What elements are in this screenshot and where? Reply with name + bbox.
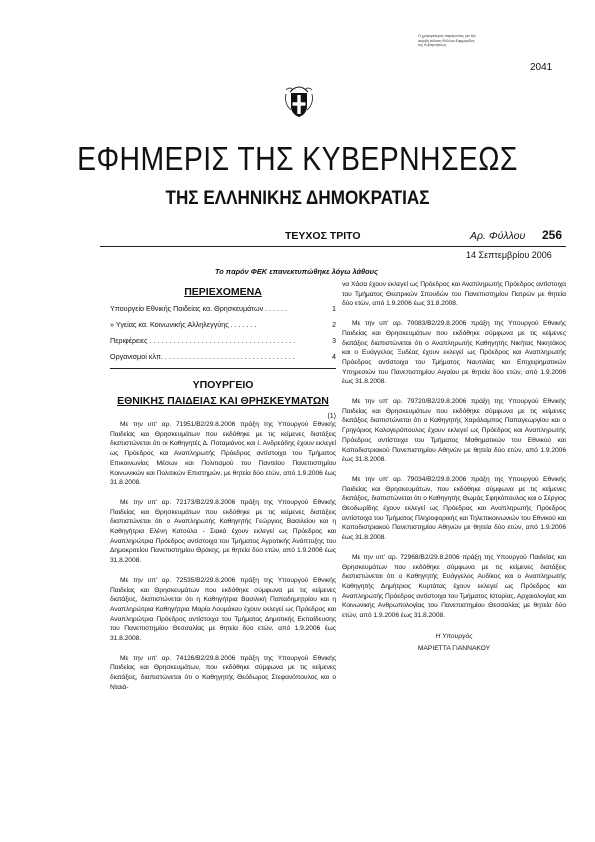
ministry-line-1: ΥΠΟΥΡΓΕΙΟ — [192, 379, 254, 391]
decision-paragraph: Με την υπ' αρ. 79034/Β2/29.8.2006 πράξη της Υπουργού Εθνικής Παιδείας και Θρησκευμάτων, που εκδόθηκε σύμφωνα με τις κείμενες διατάξεις, διαπιστώνεται ότι ο Καθηγητής Θωμάς Σφηκόπουλος και ο Σέργιος Θεοδωρίδης έχουν εκλεγεί ως Πρόεδρος και Αναπληρωτής Πρόεδρος αντίστοιχα του Τμήματος Πληροφορικής και Τηλεπικοινωνιών του Εθνικού και Καποδιστριακού Πανεπιστημίου Αθηνών με θητεία δύο ετών, από 1.9.2006 έως 31.8.2008. — [342, 475, 566, 542]
decision-paragraph: Με την υπ' αρ. 72535/Β2/29.8.2006 πράξη της Υπουργού Εθνικής Παιδείας και Θρησκευμάτων που εκδόθηκε σύμφωνα με τις κείμενες διατάξεις, διαπιστώνεται ότι η Καθηγήτρια Βασιλική Παπαδημητρίου και η Αναπληρώτρια Καθηγήτρια Μαρία Λουμάκου έχουν εκλεγεί ως Πρόεδρος και Αναπληρώτρια Πρόεδρος αντίστοιχα του Τμήματος Δημοτικής Εκπαίδευσης του Πανεπιστημίου Θεσσαλίας με θητεία δύο ετών, από 1.9.2006 έως 31.8.2008. — [110, 576, 336, 643]
decision-paragraph: Με την υπ' αρ. 72173/Β2/29.8.2006 πράξη της Υπουργού Εθνικής Παιδείας και Θρησκευμάτων που εκδόθηκε με τις κείμενες διατάξεις διαπιστώνεται ότι ο Αναπληρωτής Καθηγητής Γεώργιος Βασιλείου και η Καθηγήτρια Ελένη Κατούλα - Σιακά έχουν εκλεγεί ως Πρόεδρος και Αναπληρώτρια Πρόεδρος αντίστοιχα του Τμήματος Αγροτικής Ανάπτυξης του Δημοκριτείου Πανεπιστημίου Θράκης, με θητεία δύο ετών, από 1.9.2006 έως 31.8.2008. — [110, 498, 336, 565]
decision-paragraph: Με την υπ' αρ. 74126/Β2/29.8.2006 πράξη της Υπουργού Εθνικής Παιδείας και Θρησκευμάτων, που εκδόθηκε σύμφωνα με τις κείμενες διατάξεις, διαπιστώνεται ότι ο Καθηγητής Θεόδωρος Στεφανόπουλος και ο Νταιά- — [110, 654, 336, 691]
right-column — [342, 280, 566, 655]
emblem-graphic — [282, 80, 316, 120]
gazette-subtitle: ΤΗΣ ΕΛΛΗΝΙΚΗΣ ΔΗΜΟΚΡΑΤΙΑΣ — [165, 188, 430, 209]
gazette-title: ΕΦΗΜΕΡΙΣ ΤΗΣ ΚΥΒΕΡΝΗΣΕΩΣ — [77, 140, 518, 177]
signer-role: Η Υπουργός — [435, 632, 473, 640]
signer-name: ΜΑΡΙΕΤΤΑ ΓΙΑΝΝΑΚΟΥ — [417, 644, 491, 652]
printing-note: Ο χρησιμότερος παράγοντας για την ακριβή έκδοση Φύλλου Εφημερίδος της Κυβερνήσεως — [418, 34, 476, 48]
toc-item — [110, 320, 336, 329]
toc-item — [110, 336, 336, 345]
greek-coat-of-arms-icon — [282, 80, 316, 120]
ministry-line-2: ΕΘΝΙΚΗΣ ΠΑΙΔΕΙΑΣ ΚΑΙ ΘΡΗΣΚΕΥΜΑΤΩΝ — [117, 395, 329, 407]
toc-item — [110, 352, 336, 361]
toc-item-label: Περιφέρειες . . . . . . . . . . . . . . . . . . . . . . . . . . . . . . . . . . . . . — [110, 336, 296, 345]
signature-block — [342, 631, 566, 655]
toc-heading: ΠΕΡΙΕΧΟΜΕΝΑ — [184, 286, 262, 298]
toc-item — [110, 304, 336, 313]
sheet-number: 256 — [542, 228, 563, 242]
decision-paragraph: Με την υπ' αρ. 71951/Β2/29.8.2006 πράξη της Υπουργού Εθνικής Παιδείας και Θρησκευμάτων που εκδόθηκε με τις κείμενες διατάξεις διαπιστώνεται ότι οι Καθηγητές Δ. Ποταμιάνος και Ι. Ανδρεάδης έχουν εκλεγεί ως Πρόεδρος και Αναπληρωτής Πρόεδρος αντίστοιχα του Τμήματος Επικοινωνίας Μέσων και Πολιτισμού του Παντείου Πανεπιστημίου Κοινωνικών και Πολιτικών Επιστημών, με θητεία δύο ετών, από 1.9.2006 έως 31.8.2008. — [110, 421, 336, 487]
toc-item-label: Οργανισμοί κλπ. . . . . . . . . . . . . . . . . . . . . . . . . . . . . . . . . . — [110, 352, 295, 361]
sheet-label: Αρ. Φύλλου — [470, 230, 526, 242]
toc-item-label: Υπουργείο Εθνικής Παιδείας κα. Θρησκευμάτων . . . . . . — [110, 304, 288, 313]
decision-paragraph: Με την υπ' αρ. 70083/Β2/29.8.2006 πράξη της Υπουργού Εθνικής Παιδείας και Θρησκευμάτων που εκδόθηκε σύμφωνα με τις κείμενες διατάξεις διαπιστώνεται ότι ο Αναπληρωτής Καθηγητής Νικήτας Νικητάκος και ο Ευάγγελος Ξυδέας έχουν εκλεγεί ως Πρόεδρος και Αναπληρωτής Πρόεδρος αντίστοιχα του Τμήματος Ναυτιλίας και Επιχειρηματικών Υπηρεσιών του Πανεπιστημίου Αιγαίου με θητεία δύο ετών, από 1.9.2006 έως 31.8.2008. — [342, 320, 566, 386]
article-number: (1) — [327, 413, 336, 420]
toc-item-page: 1 — [332, 304, 336, 313]
decision-paragraph: να Χάσα έχουν εκλεγεί ως Πρόεδρος και Αναπληρωτής Πρόεδρος αντίστοιχα του Τμήματος Θεατρικών Σπουδών του Πανεπιστημίου Πατρών με θητεία δύο ετών, από 1.9.2006 έως 31.8.2008. — [342, 281, 566, 308]
toc-divider — [110, 368, 336, 369]
toc-item-page: 2 — [332, 320, 336, 329]
decision-paragraph: Με την υπ' αρ. 72968/Β2/29.8.2006 πράξη της Υπουργού Παιδείας και Θρησκευμάτων που εκδόθηκε σύμφωνα με τις κείμενες διατάξεις διαπιστώνεται ότι ο Καθηγητής Ευάγγελος Αυδίκος και ο Αναπληρωτής Καθηγητής Δημήτριος Κυρτάτας έχουν εκλεγεί ως Πρόεδρος και Αναπληρωτής Πρόεδρος αντίστοιχα του Τμήματος Ιστορίας, Αρχαιολογίας και Κοινωνικής Ανθρωπολογίας του Πανεπιστημίου Θεσσαλίας με θητεία δύο ετών, από 1.9.2006 έως 31.8.2008. — [342, 553, 566, 620]
page-number: 2041 — [530, 62, 553, 73]
issue-type: ΤΕΥΧΟΣ ΤΡΙΤΟ — [285, 230, 361, 242]
decision-paragraph: Με την υπ' αρ. 79720/Β2/29.8.2006 πράξη της Υπουργού Εθνικής Παιδείας και Θρησκευμάτων που εκδόθηκε σύμφωνα με τις κείμενες διατάξεις διαπιστώνεται ότι ο Καθηγητής Χαράλαμπος Παπαγεωργίου και ο Γρηγόριος Καλογερόπουλος έχουν εκλεγεί ως Πρόεδρος και Αναπληρωτής Πρόεδρος αντίστοιχα του Τμήματος Μαθηματικών του Εθνικού και Καποδιστριακού Πανεπιστημίου Αθηνών με θητεία δύο ετών, από 1.9.2006 έως 31.8.2008. — [342, 398, 566, 464]
header-divider — [100, 246, 566, 247]
left-column — [110, 280, 336, 703]
toc-item-page: 4 — [332, 352, 336, 361]
reissue-note: Το παρόν ΦΕΚ επανεκτυπώθηκε λόγω λάθους — [215, 267, 378, 276]
issue-date: 14 Σεπτεμβρίου 2006 — [466, 250, 552, 260]
ministry-heading — [110, 377, 336, 409]
toc-item-page: 3 — [332, 336, 336, 345]
toc-item-label: » Υγείας κα. Κοινωνικής Αλληλεγγύης . . . . . . . — [110, 320, 257, 329]
